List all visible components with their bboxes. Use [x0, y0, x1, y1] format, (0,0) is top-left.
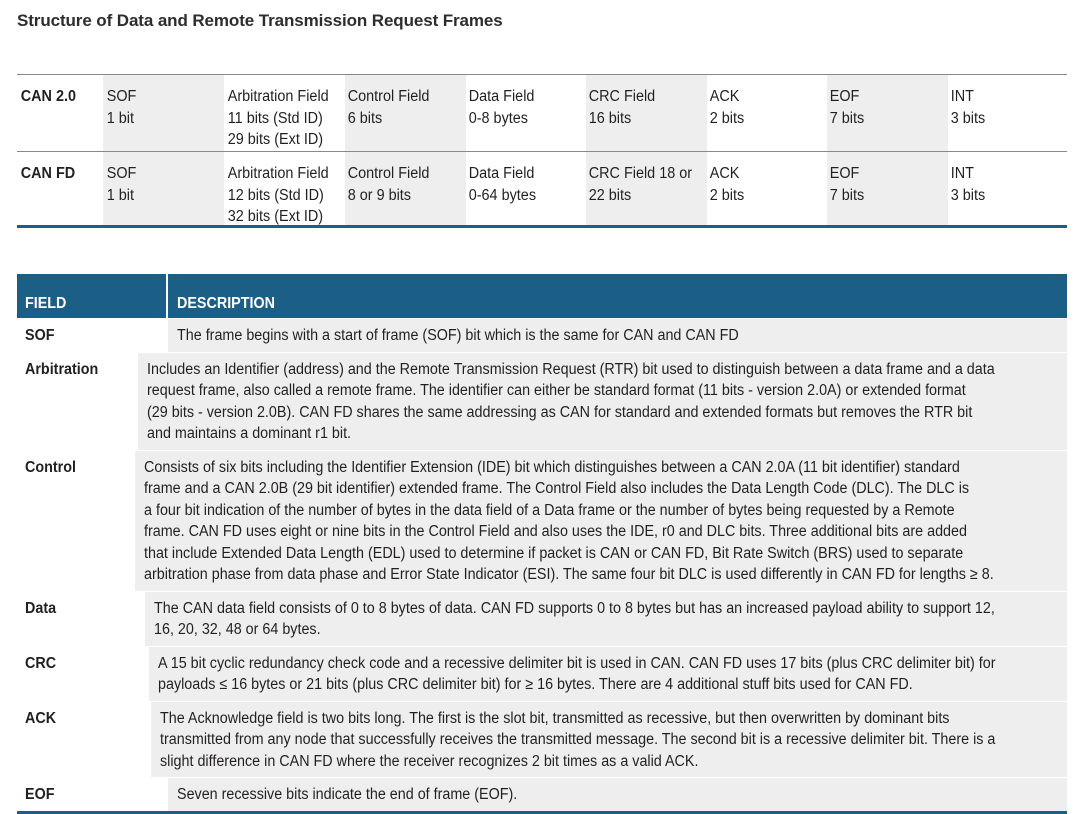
frame-field-data: Data Field 0-64 bytes — [468, 165, 536, 204]
frame-field-data: Data Field 0-8 bytes — [468, 88, 535, 127]
frame-field-control: Control Field 6 bits — [348, 88, 430, 127]
header-field: FIELD — [17, 274, 168, 318]
frame-structure-table — [17, 74, 1067, 228]
field-name: EOF — [17, 778, 168, 811]
field-name: SOF — [17, 319, 168, 352]
page-title: Structure of Data and Remote Transmission Request Frames — [17, 11, 503, 30]
frame-field-eof: EOF 7 bits — [829, 165, 865, 204]
frame-name: CAN 2.0 — [20, 88, 76, 105]
frame-field-arbitration: Arbitration Field 12 bits (Std ID) 32 bits (Ext ID) — [227, 165, 329, 225]
frame-field-control: Control Field 8 or 9 bits — [348, 165, 430, 204]
frame-field-eof: EOF 7 bits — [829, 88, 865, 127]
frame-field-ack: ACK 2 bits — [709, 88, 744, 127]
field-description-table — [17, 274, 1067, 814]
frame-field-int: INT 3 bits — [950, 165, 985, 204]
field-description: The CAN data field consists of 0 to 8 bytes of data. CAN FD supports 0 to 8 bytes but has an increased payload ability to support 12, 16, 20, 32, 48 or 64 bytes. — [145, 592, 1067, 646]
field-description: Seven recessive bits indicate the end of frame (EOF). — [168, 778, 1067, 811]
table-row-ack — [17, 701, 1067, 778]
frame-field-crc: CRC Field 16 bits — [588, 88, 656, 127]
field-description: The frame begins with a start of frame (SOF) bit which is the same for CAN and CAN FD — [168, 319, 1067, 352]
frame-field-sof: SOF 1 bit — [106, 88, 137, 127]
frame-field-arbitration: Arbitration Field 11 bits (Std ID) 29 bits (Ext ID) — [227, 88, 329, 148]
table-row-eof — [17, 777, 1067, 811]
table-row-sof — [17, 318, 1067, 352]
field-description: A 15 bit cyclic redundancy check code and a recessive delimiter bit is used in CAN. CAN FD uses 17 bits (plus CRC delimiter bit) for payloads ≤ 16 bytes or 21 bits (plus CRC delimiter bit) for ≥ 16 bytes. There are 4 additional stuff bits used for CAN FD. — [149, 647, 1067, 701]
field-name: Control — [17, 451, 135, 591]
frame-field-crc: CRC Field 18 or 22 bits — [588, 165, 693, 204]
table-row-arbitration — [17, 352, 1067, 450]
field-name: Data — [17, 592, 145, 646]
field-description: The Acknowledge field is two bits long. The first is the slot bit, transmitted as recessive, but then overwritten by dominant bits transmitted from any node that successfully receives the transmitted message. The second bit is a recessive delimiter bit. There is a slight difference in CAN FD where the receiver recognizes 2 bit times as a valid ACK. — [151, 702, 1067, 778]
table-row-control — [17, 450, 1067, 591]
frame-row-canfd — [17, 151, 1067, 225]
header-description: DESCRIPTION — [177, 295, 275, 312]
field-name: CRC — [17, 647, 149, 701]
frame-field-int: INT 3 bits — [950, 88, 985, 127]
field-description: Consists of six bits including the Identifier Extension (IDE) bit which distinguishes between a CAN 2.0A (11 bit identifier) standard frame and a CAN 2.0B (29 bit identifier) extended frame. The Control Field also includes the Data Length Code (DLC). The DLC is a four bit indication of the number of bytes in the data field of a Data frame or the number of bytes being requested by a Remote frame. CAN FD uses eight or nine bits in the Control Field and also uses the IDE, r0 and DLC bits. Three additional bits are added that include Extended Data Length (EDL) used to determine if packet is CAN or CAN FD, Bit Rate Switch (BRS) used to separate arbitration phase from data phase and Error State Indicator (ESI). The same four bit DLC is used differently in CAN FD for lengths ≥ 8. — [135, 451, 1067, 591]
field-description: Includes an Identifier (address) and the Remote Transmission Request (RTR) bit used to distinguish between a data frame and a data request frame, also called a remote frame. The identifier can either be standard format (11 bits - version 2.0A) or extended format (29 bits - version 2.0B). CAN FD shares the same addressing as CAN for standard and extended formats but removes the RTR bit and maintains a dominant r1 bit. — [138, 353, 1067, 450]
field-name: ACK — [17, 702, 151, 778]
frame-field-ack: ACK 2 bits — [709, 165, 744, 204]
frame-name: CAN FD — [20, 165, 76, 182]
frame-row-can20 — [17, 75, 1067, 151]
table-row-crc — [17, 646, 1067, 701]
table-row-data — [17, 591, 1067, 646]
frame-field-sof: SOF 1 bit — [106, 165, 137, 204]
table-header — [17, 274, 1067, 318]
field-name: Arbitration — [17, 353, 138, 450]
